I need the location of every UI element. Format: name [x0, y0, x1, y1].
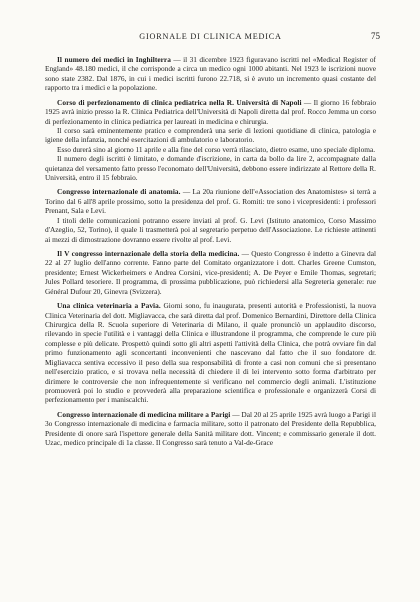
news-item [45, 55, 376, 93]
news-item-text: — La 20a riunione dell'«Association des Anatomistes» si terrà a Torino dal 6 all'8 aprile prossimo, sotto la presidenza del prof. G. Romiti: tre sono i vicepresidenti: i professori Prenant, Sala e Levi. [45, 187, 377, 216]
news-item [45, 98, 376, 126]
news-item-heading: Il V congresso internazionale della storia della medicina. [57, 249, 240, 259]
news-item-paragraph [45, 126, 376, 145]
news-item [45, 301, 376, 405]
news-item-heading: Congresso internazionale di anatomia. [57, 187, 181, 197]
news-item-heading: Una clinica veterinaria a Pavia. [57, 301, 161, 311]
news-item-text: — il 31 dicembre 1923 figuravano iscritti nel «Medical Register of England» 48.180 medici, il che corrisponde a circa un medico ogni 1000 abitanti. Nel 1923 le iscrizioni nuove sono state 2382. Dal 1876, in cui i medici iscritti furono 22.718, si è avuto un incremento quasi costante del rapporto tra i medici e la popolazione. [45, 55, 376, 93]
news-item-text: — Dal 20 al 25 aprile 1925 avrà luogo a Parigi il 3o Congresso internazionale di medicina e farmacia militare, sotto il patronato del Presidente della Repubblica, Presidente di onore sarà l'ispettore generale della Sanità militare dott. Vincent; e commissario generale il dott. Uzac, medico principale di 1a classe. Il Congresso sarà tenuto a Val-de-Grace [45, 409, 377, 448]
news-item [45, 249, 376, 296]
news-item [45, 410, 376, 448]
news-item-paragraph [45, 216, 376, 244]
news-item-heading: Il numero dei medici in Inghilterra [57, 55, 171, 64]
news-item-text: Esso durerà sino al giorno 11 aprile e alla fine del corso verrà rilasciato, dietro esame, uno speciale diploma. [57, 144, 376, 154]
news-item-paragraph [45, 154, 376, 182]
news-item-paragraph [45, 145, 376, 154]
page-header [45, 30, 380, 46]
page-number: 75 [371, 31, 380, 41]
news-item-text: — Questo Congresso è indetto a Ginevra dal 22 al 27 luglio dell'anno corrente. Fanno parte del Comitato organizzatore i dott. Charles Greene Cumston, presidente; Ernest Wickerheimers e Andrea Corsini, vice-presidenti; A. De Peyer e Emile Thomas, segretari; Jules Pollard tesoriere. Il programma, di prossima pubblicazione, può richiedersi alla Segreteria generale: rue Général Dufour 20, Ginevra (Svizzera). [45, 249, 376, 296]
news-item-text: I titoli delle comunicazioni potranno essere inviati al prof. G. Levi (Istituto anatomico, Corso Massimo d'Azeglio, 52, Torino), il quale li trasmetterà poi al segretario perpetuo dell'Associazione. Le richieste attinenti ai mezzi di dimostrazione dovranno essere rivolte al prof. Levi. [45, 215, 376, 244]
news-item-heading: Corso di perfezionamento di clinica pediatrica nella R. Università di Napoli [57, 97, 302, 107]
running-head: GIORNALE DI CLINICA MEDICA [139, 32, 282, 41]
news-item-heading: Congresso internazionale di medicina militare a Parigi [57, 409, 231, 419]
news-item [45, 187, 376, 215]
news-item-text: Il numero degli iscritti è limitato, e domande d'iscrizione, in carta da bollo da lire 2, accompagnate dalla quietanza del versamento fatto presso l'economato dell'Università, debbono essere indirizzate al Rettore della R. Università, entro il 15 febbraio. [45, 154, 376, 183]
page-body [45, 55, 376, 447]
news-item-text: — Il giorno 16 febbraio 1925 avrà inizio presso la R. Clinica Pediatrica dell'Università di Napoli diretta dal prof. Rocco Jemma un corso di perfezionamento in clinica pediatrica per laureati in medicina e chirurgia. [45, 97, 376, 126]
news-item-text: Giorni sono, fu inaugurata, presenti autorità e Professionisti, la nuova Clinica Veterinaria del dott. Migliavacca, che sarà diretta dal prof. Domenico Bernardini, Direttore della Clinica Chirurgica della R. Scuola superiore di Veterinaria di Milano, il quale pronunciò un applaudito discorso, rilevando in specie l'utilità e i vantaggi della Clinica e illustrandone il programma, che comprende le cure più complesse e più delicate. Prospettò quindi sotto gli altri aspetti l'attività della Clinica, che potrà ovviare fin dal primo funzionamento agli sconcertanti inconvenienti che nascevano dal fatto che il suo fondatore dr. Migliavacca sentiva eccessivo il peso della sua responsabilità di fronte a casi non comuni che si presentano nell'esercizio pratico, e si trovava nella necessità di chiedere il di lei intervento sotto forma d'arbitrato per dirimere le controversie che non infrequentemente si verificano nel commercio degli animali. L'istituzione promuoverà poi lo studio e provvederà alla preparazione scientifica e professionale e organizzerà Corsi di perfezionamento per i maniscalchi. [45, 301, 376, 405]
news-item-text: Il corso sarà eminentemente pratico e comprenderà una serie di lezioni quotidiane di clinica, patologia e igiene della infanzia, nonché esercitazioni di ambulatorio e laboratorio. [45, 125, 376, 145]
